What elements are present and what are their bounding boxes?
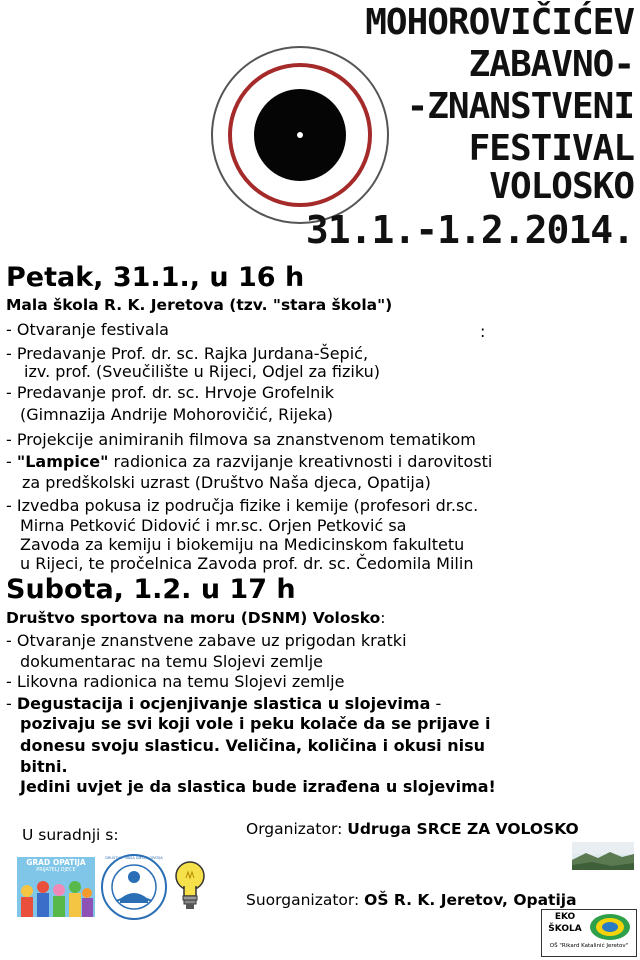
grad-opatija-logo [17,857,95,917]
lampice-desc: radionica za razvijanje kreativnosti i darovitosti [108,452,493,471]
day1-line-lampice [6,452,492,471]
day2-line: - Otvaranje znanstvene zabave uz prigodan kratki [6,631,407,650]
title-line-2: ZABAVNO- [468,44,634,85]
coorganizer-name: OŠ R. K. Jeretov, Opatija [364,891,577,909]
nasa-djeca-label: DRUŠTVO "NAŠA DJECA" OPATIJA [105,856,163,860]
day1-line: za predškolski uzrast (Društvo Naša djeca, Opatija) [22,473,431,492]
eko-skola-logo [541,909,637,957]
day2-venue-name: Društvo sportova na moru (DSNM) Volosko [6,609,381,627]
nasa-djeca-logo [100,853,168,921]
day2-line: dokumentarac na temu Slojevi zemlje [20,652,323,671]
day2-line: pozivaju se svi koji vole i peku kolače da se prijave i [20,714,491,733]
opatija-subtitle: PRIJATELJ DJECE [36,867,76,873]
title-line-3: -ZNANSTVENI [406,86,634,127]
light-bulb-icon [172,858,208,914]
festival-dates: 31.1.-1.2.2014. [305,208,634,252]
day1-line: - Predavanje Prof. dr. sc. Rajka Jurdana-Šepić, [6,344,369,363]
day1-line: - Otvaranje festivala [6,320,169,339]
degustacija-title: Degustacija i ocjenjivanje slastica u slojevima [16,694,431,713]
organizer-name: Udruga SRCE ZA VOLOSKO [347,820,579,838]
eko-school-name: OŠ "Rikard Katalinić Jeretov" [549,943,629,949]
day1-venue: Mala škola R. K. Jeretova (tzv. "stara škola") [6,296,393,314]
coorganizer-label: Suorganizator: [246,891,360,909]
opatija-title: GRAD OPATIJA [26,858,86,867]
skola-label: ŠKOLA [548,924,582,934]
day2-line: donesu svoju slasticu. Veličina, količina i okusi nisu [20,736,486,755]
day1-heading: Petak, 31.1., u 16 h [6,262,305,293]
day1-line: - Predavanje prof. dr. sc. Hrvoje Grofelnik [6,383,335,402]
day2-line: bitni. [20,757,68,776]
organizer-line [246,820,579,838]
eko-label: EKO [554,912,576,922]
day2-line: Jedini uvjet je da slastica bude izrađena u slojevima! [20,777,496,796]
dash: - [6,694,17,713]
day2-line: - Likovna radionica na temu Slojevi zemlje [6,672,345,691]
dash-after: - [430,694,442,713]
coorganizer-line [246,891,577,909]
festival-logo-disc [210,45,390,225]
day1-line: (Gimnazija Andrije Mohorovičić, Rijeka) [20,405,333,424]
day1-line: u Rijeci, te pročelnica Zavoda prof. dr. sc. Čedomila Milin [20,554,474,573]
nasa-djeca-emblem-icon [100,853,168,921]
organizer-label: Organizator: [246,820,343,838]
day2-heading: Subota, 1.2. u 17 h [6,574,296,605]
title-line-1: MOHOROVIČIĆEV [365,2,634,43]
title-line-5: VOLOSKO [489,166,634,207]
children-figures-icon [17,875,95,917]
cooperation-label: U suradnji s: [22,826,119,844]
day1-line: Zavoda za kemiju i biokemiju na Medicinskom fakultetu [20,535,465,554]
eko-globe-icon [588,912,632,942]
day2-venue-colon: : [380,609,386,627]
lampice-title: "Lampice" [16,452,109,471]
day1-line: Mirna Petković Didović i mr.sc. Orjen Petković sa [20,516,407,535]
day2-venue [6,609,385,627]
dash: - [6,452,17,471]
stray-colon: : [480,322,486,341]
day1-line: izv. prof. (Sveučilište u Rijeci, Odjel za fiziku) [24,362,381,381]
day1-line: - Projekcije animiranih filmova sa znanstvenom tematikom [6,430,476,449]
title-line-4: FESTIVAL [468,128,634,169]
landscape-photo-icon [572,842,634,870]
day1-line: - Izvedba pokusa iz područja fizike i kemije (profesori dr.sc. [6,496,479,515]
day2-line-degustacija [6,694,441,713]
